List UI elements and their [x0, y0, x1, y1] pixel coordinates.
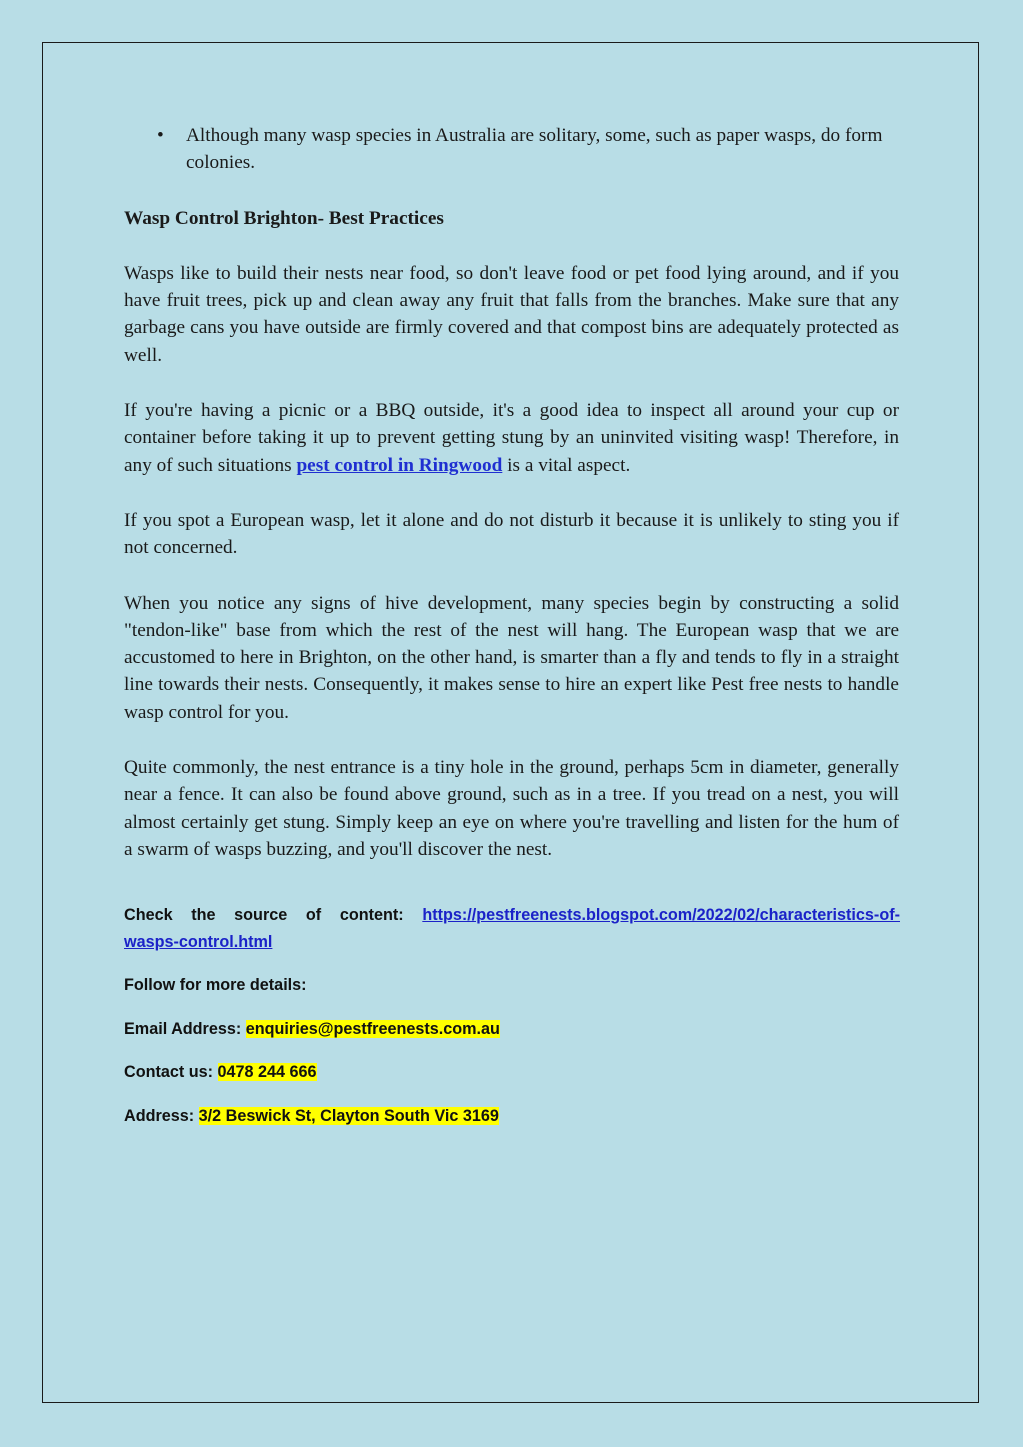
- paragraph-nest-entrance: Quite commonly, the nest entrance is a tiny hole in the ground, perhaps 5cm in diameter, generally near a fence. It can also be found above ground, such as in a tree. If you tread on a nest, you will almost certainly get stung. Simply keep an eye on where you're travelling and listen for the hum of a swarm of wasps buzzing, and you'll discover the nest.: [124, 757, 899, 860]
- bullet-list: [124, 122, 899, 177]
- source-label: Check the source of content:: [124, 906, 423, 924]
- email-label: Email Address:: [124, 1019, 246, 1038]
- paragraph-picnic-end: is a vital aspect.: [502, 454, 631, 476]
- email-value: enquiries@pestfreenests.com.au: [245, 1019, 500, 1038]
- contact-info: [124, 902, 900, 1129]
- source-row: [124, 902, 900, 955]
- bullet-text: Although many wasp species in Australia are solitary, some, such as paper wasps, do form colonies.: [186, 125, 883, 174]
- paragraph-picnic: [124, 397, 899, 479]
- article-body: [124, 122, 899, 863]
- source-link[interactable]: https://pestfreenests.blogspot.com/2022/02/characteristics-of-wasps-control.html: [124, 906, 900, 951]
- contact-row: [124, 1059, 900, 1086]
- email-row: [124, 1016, 900, 1043]
- paragraph-food: Wasps like to build their nests near food, so don't leave food or pet food lying around, and if you have fruit trees, pick up and clean away any fruit that falls from the branches. Make sure that any garbage cans you have outside are firmly covered and that compost bins are adequately protected as well.: [124, 262, 899, 366]
- address-row: [124, 1103, 900, 1130]
- follow-label: Follow for more details:: [124, 976, 307, 994]
- address-value: 3/2 Beswick St, Clayton South Vic 3169: [198, 1106, 499, 1125]
- list-item: [124, 122, 899, 177]
- section-heading: Wasp Control Brighton- Best Practices: [124, 207, 444, 229]
- address-label: Address:: [124, 1106, 199, 1125]
- contact-label: Contact us:: [124, 1063, 218, 1081]
- contact-value: 0478 244 666: [217, 1063, 317, 1081]
- pest-control-ringwood-link[interactable]: pest control in Ringwood: [296, 454, 503, 476]
- paragraph-hive: When you notice any signs of hive development, many species begin by constructing a solid "tendon-like" base from which the rest of the nest will hang. The European wasp that we are accustomed to here in Brighton, on the other hand, is smarter than a fly and tends to fly in a straight line towards their nests. Consequently, it makes sense to hire an expert like Pest free nests to handle wasp control for you.: [124, 592, 899, 723]
- paragraph-european-wasp: If you spot a European wasp, let it alone and do not disturb it because it is unlikely to sting you if not concerned.: [124, 509, 899, 559]
- paragraph-picnic-text: If you're having a picnic or a BBQ outside, it's a good idea to inspect all around your cup or container before taking it up to prevent getting stung by an uninvited visiting wasp! Therefore, in any of such situations: [124, 400, 899, 476]
- bullet-icon: •: [157, 125, 164, 146]
